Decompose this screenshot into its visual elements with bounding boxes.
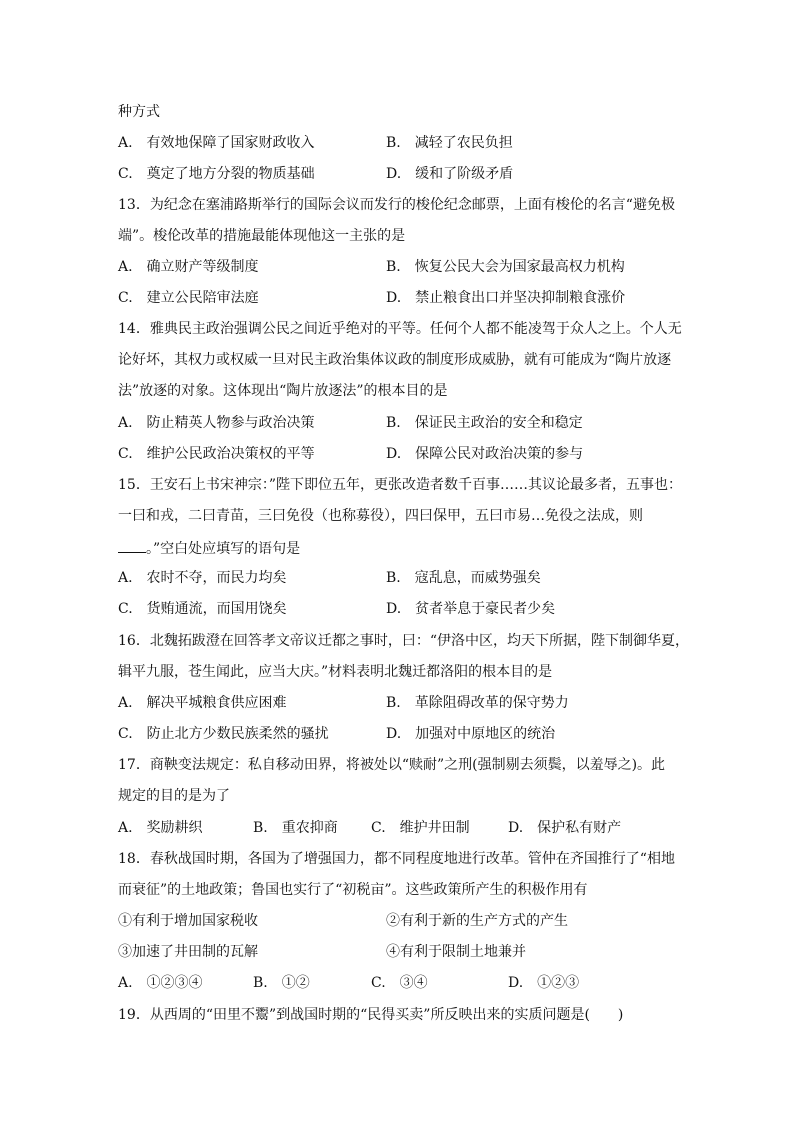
question-18-text: 而衰征”的土地政策；鲁国也实行了“初税亩”。这些政策所产生的积极作用有 <box>118 882 588 898</box>
question-15-text: 15．王安石上书宋神宗：”陛下即位五年，更张改造者数千百事……其议论最多者，五事也： <box>118 477 682 493</box>
options-row <box>118 258 678 276</box>
option-a: A. 解决平城粮食供应困难 <box>118 695 287 711</box>
question-14-text: 法”放逐的对象。这体现出“陶片放逐法”的根本目的是 <box>118 383 448 399</box>
question-15-tail: 。”空白处应填写的语句是 <box>146 541 301 557</box>
question-16-text: 16．北魏拓跋澄在回答孝文帝议迁都之事时，曰：“伊洛中区，均天下所据，陛下制御华夏， <box>118 633 689 649</box>
option-b: B. 保证民主政治的安全和稳定 <box>386 415 583 431</box>
options-row <box>118 289 678 307</box>
statements-row <box>118 943 678 961</box>
option-a: A. ①②③④ <box>118 975 203 991</box>
option-b: B. 重农抑商 <box>253 820 338 836</box>
option-a: A. 有效地保障了国家财政收入 <box>118 135 315 151</box>
text-line: 种方式 <box>118 104 160 120</box>
options-row <box>118 974 678 992</box>
option-c: C. ③④ <box>371 975 428 991</box>
options-row <box>118 694 678 712</box>
option-d: D. 保障公民对政治决策的参与 <box>386 446 584 462</box>
statement-2: ②有利于新的生产方式的产生 <box>386 913 568 929</box>
option-c: C. 维护公民政治决策权的平等 <box>118 446 315 462</box>
options-row <box>118 819 678 837</box>
question-14-text: 14．雅典民主政治强调公民之间近乎绝对的平等。任何个人都不能凌驾于众人之上。个人无 <box>118 321 682 337</box>
option-d: D. 加强对中原地区的统治 <box>386 726 556 742</box>
option-b: B. ①② <box>253 975 310 991</box>
options-row <box>118 414 678 432</box>
question-17-text: 规定的目的是为了 <box>118 788 230 804</box>
question-18-text: 18．春秋战国时期，各国为了增强国力，都不同程度地进行改革。管仲在齐国推行了“相地 <box>118 851 675 867</box>
statement-4: ④有利于限制土地兼并 <box>386 944 526 960</box>
option-a: A. 农时不夺，而民力均矣 <box>118 570 287 586</box>
question-15-text: 一曰和戎，二曰青苗，三曰免役（也称募役），四曰保甲，五曰市易…免役之法成，则 <box>118 508 643 524</box>
option-b: B. 恢复公民大会为国家最高权力机构 <box>386 259 625 275</box>
question-13-text: 13．为纪念在塞浦路斯举行的国际会议而发行的梭伦纪念邮票，上面有梭伦的名言“避免极 <box>118 197 675 213</box>
options-row <box>118 600 678 618</box>
options-row <box>118 725 678 743</box>
options-row <box>118 445 678 463</box>
option-b: B. 寇乱息，而威势强矣 <box>386 570 541 586</box>
option-d: D. 贫者举息于豪民者少矣 <box>386 601 556 617</box>
statements-row <box>118 912 678 930</box>
option-d: D. 保护私有财产 <box>508 820 622 836</box>
answer-blank <box>118 538 146 553</box>
option-d: D. 缓和了阶级矛盾 <box>386 166 514 182</box>
statement-3: ③加速了井田制的瓦解 <box>118 944 258 960</box>
option-c: C. 维护井田制 <box>371 820 470 836</box>
option-c: C. 建立公民陪审法庭 <box>118 290 259 306</box>
question-19-text: 19．从西周的“田里不鬻”到战国时期的“民得买卖”所反映出来的实质问题是( ) <box>118 1007 624 1023</box>
option-b: B. 减轻了农民负担 <box>386 135 513 151</box>
option-a: A. 确立财产等级制度 <box>118 259 259 275</box>
options-row <box>118 134 678 152</box>
option-c: C. 货贿通流，而国用饶矣 <box>118 601 287 617</box>
question-17-text: 17．商鞅变法规定：私自移动田界，将被处以“赎耐”之刑(强制剔去须鬓，以羞辱之)。此 <box>118 757 666 773</box>
option-d: D. 禁止粮食出口并坚决抑制粮食涨价 <box>386 290 626 306</box>
statement-1: ①有利于增加国家税收 <box>118 913 258 929</box>
question-16-text: 辑平九服，苍生闻此，应当大庆。”材料表明北魏迁都洛阳的根本目的是 <box>118 664 553 680</box>
option-c: C. 奠定了地方分裂的物质基础 <box>118 166 315 182</box>
question-14-text: 论好坏，其权力或权威一旦对民主政治集体议政的制度形成威胁，就有可能成为“陶片放逐 <box>118 352 672 368</box>
option-d: D. ①②③ <box>508 975 580 991</box>
option-a: A. 奖励耕织 <box>118 820 203 836</box>
option-a: A. 防止精英人物参与政治决策 <box>118 415 315 431</box>
question-13-text: 端”。梭伦改革的措施最能体现他这一主张的是 <box>118 228 406 244</box>
option-b: B. 革除阻碍改革的保守势力 <box>386 695 569 711</box>
options-row <box>118 569 678 587</box>
question-15-text <box>118 538 300 558</box>
options-row <box>118 165 678 183</box>
option-c: C. 防止北方少数民族柔然的骚扰 <box>118 726 329 742</box>
